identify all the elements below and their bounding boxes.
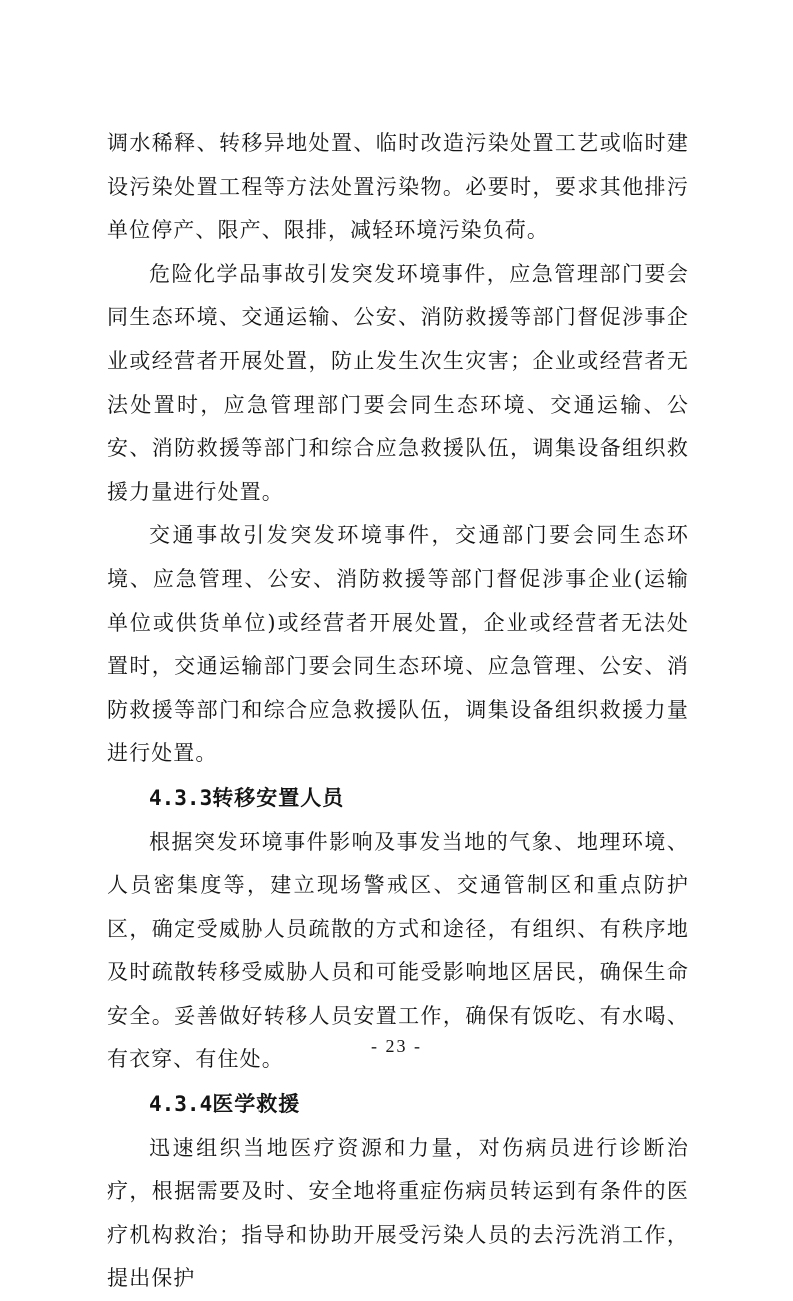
paragraph-medical-rescue: 迅速组织当地医疗资源和力量，对伤病员进行诊断治疗，根据需要及时、安全地将重症伤病员转运到有条件的医疗机构救治；指导和协助开展受污染人员的去污洗消工作，提出保护 — [107, 1135, 689, 1291]
paragraph-hazardous-chemicals: 危险化学品事故引发突发环境事件，应急管理部门要会同生态环境、交通运输、公安、消防救援等部门督促涉事企业或经营者开展处置，防止发生次生灾害；企业或经营者无法处置时，应急管理部门要会同生态环境、交通运输、公安、消防救援等部门和综合应急救援队伍，调集设备组织救援力量进行处置。 — [107, 261, 689, 504]
paragraph-relocation: 根据突发环境事件影响及事发当地的气象、地理环境、人员密集度等，建立现场警戒区、交通管制区和重点防护区，确定受威胁人员疏散的方式和途径，有组织、有秩序地及时疏散转移受威胁人员和可能受影响地区居民，确保生命安全。妥善做好转移人员安置工作，确保有饭吃、有水喝、有衣穿、有住处。 — [107, 829, 689, 1072]
section-number: 4.3.3 — [149, 785, 213, 810]
page-number: - 23 - — [371, 1036, 422, 1056]
paragraph-continuation: 调水稀释、转移异地处置、临时改造污染处置工艺或临时建设污染处置工程等方法处置污染物。必要时，要求其他排污单位停产、限产、限排，减轻环境污染负荷。 — [107, 131, 689, 243]
section-title: 转移安置人员 — [212, 784, 345, 810]
section-number: 4.3.4 — [149, 1092, 213, 1117]
section-title: 医学救援 — [212, 1091, 301, 1117]
section-heading-4-3-4 — [107, 1082, 689, 1127]
document-body — [107, 122, 689, 1301]
paragraph-traffic-accident: 交通事故引发突发环境事件，交通部门要会同生态环境、应急管理、公安、消防救援等部门督促涉事企业(运输单位或供货单位)或经营者开展处置，企业或经营者无法处置时，交通运输部门要会同生态环境、应急管理、公安、消防救援等部门和综合应急救援队伍，调集设备组织救援力量进行处置。 — [107, 523, 689, 766]
section-heading-4-3-3 — [107, 776, 689, 821]
